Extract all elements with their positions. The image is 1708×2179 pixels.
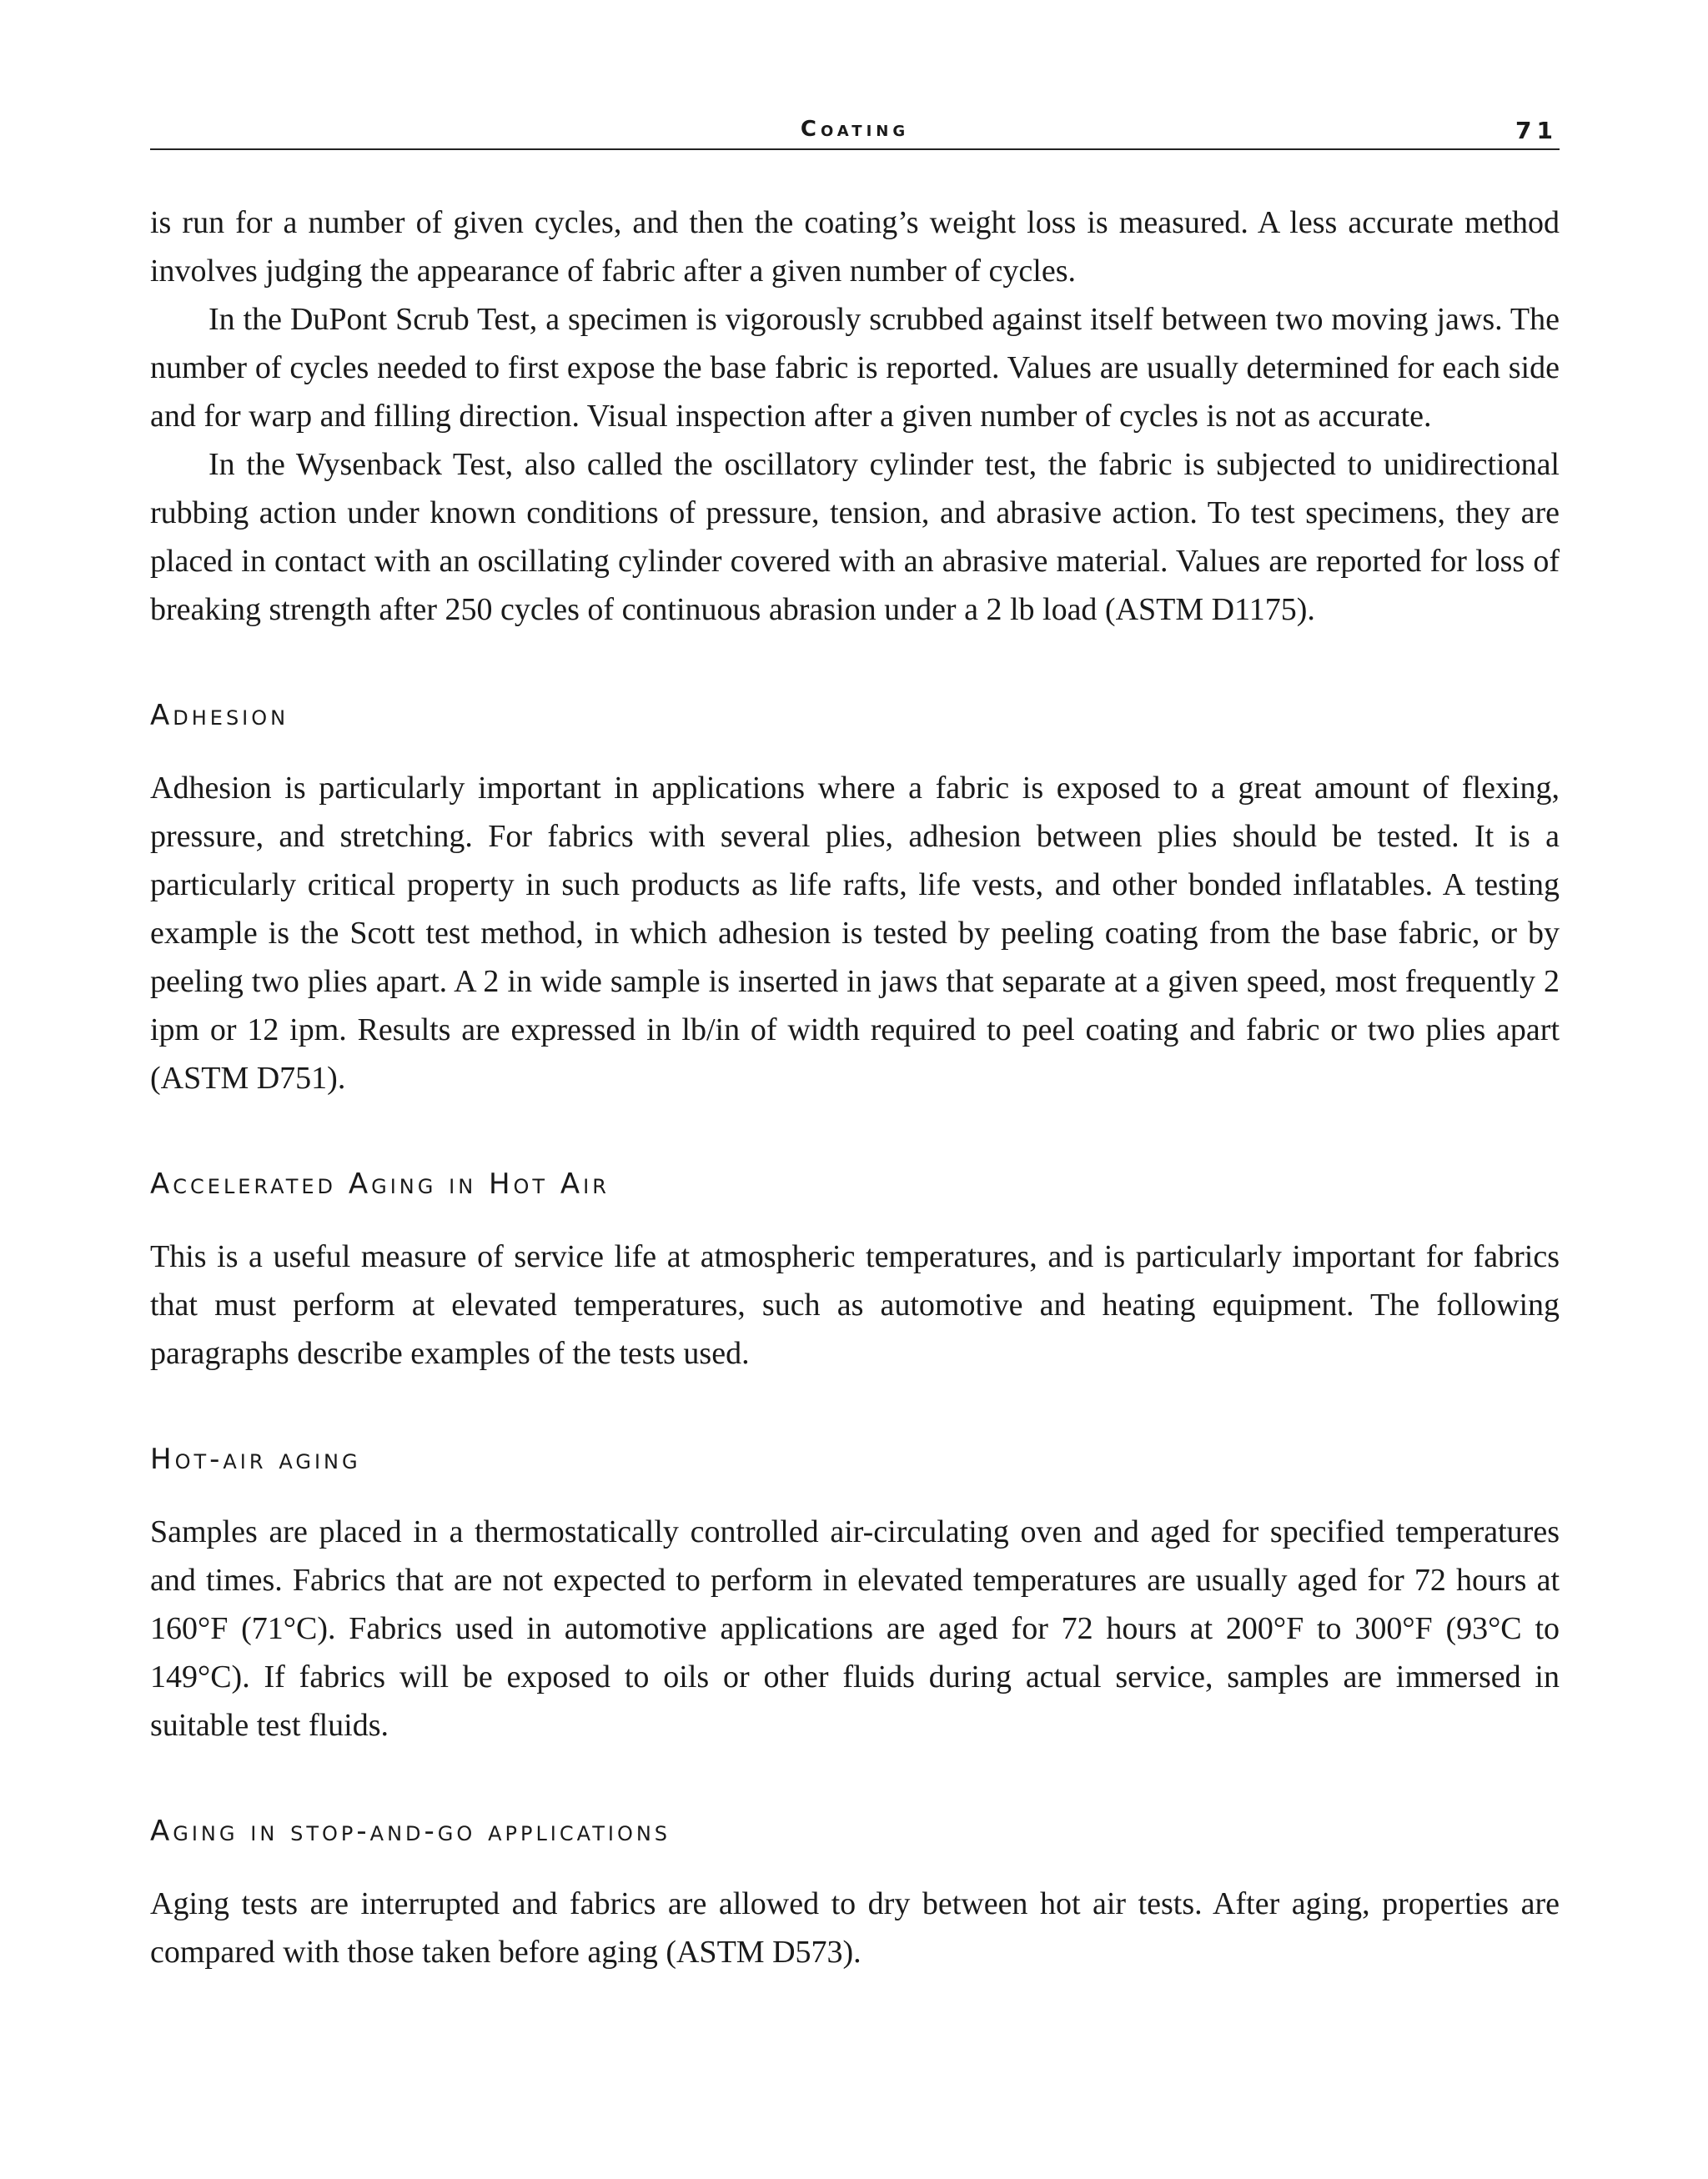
section-heading-stop-and-go: Aging in stop-and-go applications	[150, 1815, 671, 1848]
section-heading-hot-air-aging: Hot-air aging	[150, 1443, 361, 1476]
section-heading-adhesion: Adhesion	[150, 699, 289, 732]
adhesion-paragraph: Adhesion is particularly important in applications where a fabric is exposed to a great amount of flexing, pressure, and stretching. For fabrics with several plies, adhesion between plies should be tested. It is a particularly critical property in such products as life rafts, life vests, and other bonded inflatables. A testing example is the Scott test method, in which adhesion is tested by peeling coating from the base fabric, or by peeling two plies apart. A 2 in wide sample is inserted in jaws that separate at a given speed, most frequently 2 ipm or 12 ipm. Results are expressed in lb/in of width required to peel coating and fabric or two plies apart (ASTM D751).	[150, 771, 1560, 1096]
stop-and-go-paragraph: Aging tests are interrupted and fabrics are allowed to dry between hot air tests. After aging, properties are compared with those taken before aging (ASTM D573).	[150, 1886, 1560, 1970]
running-head-title: Coating	[800, 117, 910, 142]
section-heading-accelerated-aging: Accelerated Aging in Hot Air	[150, 1167, 610, 1201]
intro-paragraph-2: In the DuPont Scrub Test, a specimen is vigorously scrubbed against itself between two moving jaws. The number of cycles needed to first expose the base fabric is reported. Values are usually determined for each side and for warp and filling direction. Visual inspection after a given number of cycles is not as accurate.	[150, 302, 1560, 434]
page-number: 71	[1515, 117, 1558, 144]
hot-air-aging-paragraph: Samples are placed in a thermostatically controlled air-circulating oven and aged for specified temperatures and times. Fabrics that are not expected to perform in elevated temperatures are usually aged for 72 hours at 160°F (71°C). Fabrics used in automotive applications are aged for 72 hours at 200°F to 300°F (93°C to 149°C). If fabrics will be exposed to oils or other fluids during actual service, samples are immersed in suitable test fluids.	[150, 1514, 1560, 1743]
intro-paragraph-3: In the Wysenback Test, also called the oscillatory cylinder test, the fabric is subjected to unidirectional rubbing action under known conditions of pressure, tension, and abrasive action. To test specimens, they are placed in contact with an oscillating cylinder covered with an abrasive material. Values are reported for loss of breaking strength after 250 cycles of continuous abrasion under a 2 lb load (ASTM D1175).	[150, 447, 1560, 627]
section-adhesion	[150, 699, 1560, 1102]
section-stop-and-go	[150, 1815, 1560, 1976]
section-hot-air-aging	[150, 1443, 1560, 1750]
intro-paragraph-1: is run for a number of given cycles, and then the coating’s weight loss is measured. A less accurate method involves judging the appearance of fabric after a given number of cycles.	[150, 205, 1560, 289]
running-header	[150, 117, 1560, 150]
section-accelerated-aging	[150, 1167, 1560, 1378]
page-body	[150, 198, 1560, 1976]
accelerated-aging-paragraph: This is a useful measure of service life at atmospheric temperatures, and is particularly important for fabrics that must perform at elevated temperatures, such as automotive and heating equipment. The following paragraphs describe examples of the tests used.	[150, 1239, 1560, 1371]
